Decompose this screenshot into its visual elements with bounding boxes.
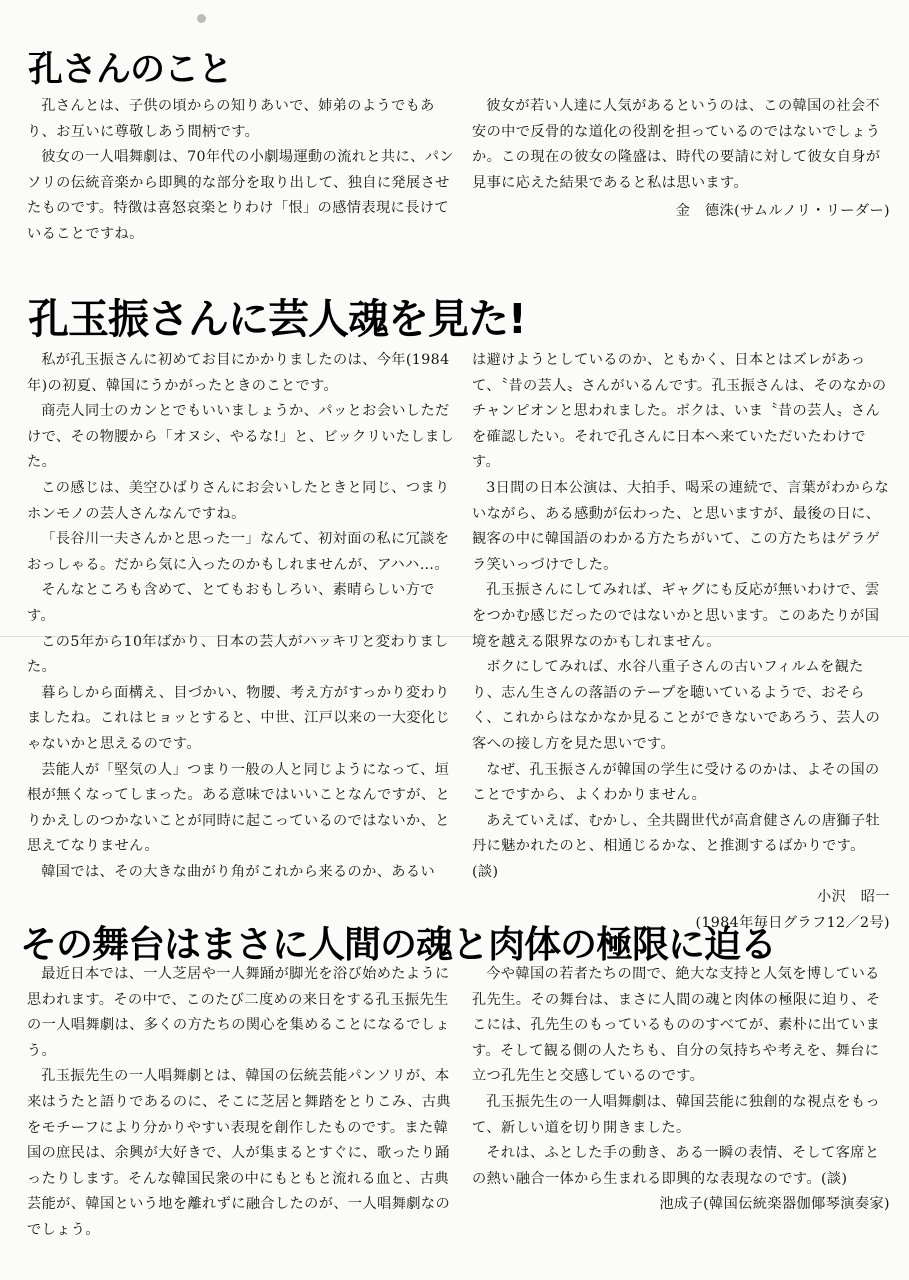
paragraph: 韓国では、その大きな曲がり角がこれから来るのか、あるい — [41, 863, 436, 880]
paragraph: 3日間の日本公演は、大拍手、喝采の連続で、言葉がわからないながら、ある感動が伝わった、と思いますが、最後の日に、観客の中に韓国語のわかる方たちがいて、この方たちはゲラゲラ笑いっづけでした。 — [472, 479, 890, 573]
signature: 小沢 昭一 — [817, 889, 890, 906]
paragraph: 彼女が若い人達に人気があるというのは、この韓国の社会不安の中で反骨的な道化の役割を担っているのではないでしょうか。この現在の彼女の隆盛は、時代の要請に対して彼女自身が見事に応えた結果であると私は思います。 — [472, 98, 881, 191]
paragraph: あえていえば、むかし、全共闘世代が高倉健さんの唐獅子牡丹に魅かれたのと、相通じるかな、と推測するばかりです。(談) — [472, 812, 881, 880]
signature: 金 德洙(サムルノリ・リーダー) — [675, 203, 890, 220]
paragraph: 孔玉振先生の一人唱舞劇は、韓国芸能に独創的な視点をもって、新しい道を切り開きました。 — [472, 1093, 881, 1136]
paragraph: この5年から10年ばかり、日本の芸人がハッキリと変わりました。 — [27, 633, 449, 676]
section2-left-column — [27, 348, 455, 885]
source-citation: (1984年毎日グラフ12／2号) — [695, 915, 890, 932]
paragraph: 最近日本では、一人芝居や一人舞踊が脚光を浴び始めたように思われます。その中で、このたび二度めの来日をする孔玉振先生の一人唱舞劇は、多くの方たちの関心を集めることになるでしょう。 — [27, 966, 450, 1059]
paragraph: 今や韓国の若者たちの間で、絶大な支持と人気を博している孔先生。その舞台は、まさに人間の魂と肉体の極限に迫り、そこには、孔先生のもっているもののすべてが、素朴に出ています。そして観る側の人たちも、自分の気持ちや考えを、舞台に立つ孔先生と交感しているのです。 — [472, 966, 881, 1085]
paragraph: ボクにしてみれば、水谷八重子さんの古いフィルムを観たり、志ん生さんの落語のテープを聴いているようで、おそらく、これからはなかなか見ることができないであろう、芸人の客への接し方を見た思いです。 — [472, 659, 881, 752]
paragraph: それは、ふとした手の動き、ある一瞬の表情、そして客席との熱い融合一体から生まれる即興的な表現なのです。(談) — [472, 1145, 880, 1187]
paragraph: 孔玉振先生の一人唱舞劇とは、韓国の伝統芸能パンソリが、本来はうたと語りであるのに、そこに芝居と舞踏をとりこみ、古典をモチーフにより分かりやすい表現を創作したものです。また韓国の庶民は、余興が大好きで、人が集まるとすぐに、歌ったり踊ったりします。そんな韓国民衆の中にもともと流れる血と、古典芸能が、韓国という地を離れずに融合したのが、一人唱舞劇なのでしょう。 — [27, 1068, 451, 1238]
section1-left-column — [27, 94, 455, 248]
section1-right-column — [472, 94, 890, 225]
paragraph: 「長谷川一夫さんかと思った一」なんて、初対面の私に冗談をおっしゃる。だから気に入ったのかもしれませんが、アハハ…。 — [27, 531, 450, 573]
punch-hole-mark — [197, 14, 206, 23]
paragraph: 孔玉振さんにしてみれば、ギャグにも反応が無いわけで、雲をつかむ感じだったのではないかと思います。このあたりが国境を越える限界なのかもしれません。 — [472, 582, 880, 650]
section2-right-column — [472, 348, 890, 937]
paragraph: 私が孔玉振さんに初めてお目にかかりましたのは、今年(1984年)の初夏、韓国にうかがったときのことです。 — [27, 352, 450, 394]
section2-title: 孔玉振さんに芸人魂を見た! — [28, 295, 526, 343]
section3-right-column — [472, 962, 890, 1218]
paragraph: 暮らしから面構え、目づかい、物腰、考え方がすっかり変わりましたね。これはヒョッとすると、中世、江戸以来の一大変化じゃないかと思えるのです。 — [27, 684, 451, 752]
signature: 池成子(韓国伝統楽器伽倻琴演奏家) — [659, 1196, 890, 1213]
paragraph: そんなところも含めて、とてもおもしろい、素晴らしい方です。 — [27, 582, 435, 624]
paragraph: 芸能人が「堅気の人」つまり一般の人と同じようになって、垣根が無くなってしまった。ある意味ではいいことなんですが、とりかえしのつかないことが同時に起こっているのではないか、と思えてなりません。 — [27, 761, 451, 855]
paragraph: 孔さんとは、子供の頃からの知りあいで、姉弟のようでもあり、お互いに尊敬しあう間柄です。 — [27, 98, 435, 140]
paragraph: 商売人同士のカンとでもいいましょうか、パッとお会いしただけで、その物腰から「オヌシ、やるな!」と、ビックリいたしました。 — [27, 403, 455, 471]
paragraph: 彼女の一人唱舞劇は、70年代の小劇場運動の流れと共に、パンソリの伝統音楽から即興的な部分を取り出して、独自に発展させたものです。特徴は喜怒哀楽とりわけ「恨」の感情表現に長けていることですね。 — [27, 149, 454, 242]
section3-title: その舞台はまさに人間の魂と肉体の極限に迫る — [20, 923, 776, 966]
section3-left-column — [27, 962, 455, 1244]
paragraph: なぜ、孔玉振さんが韓国の学生に受けるのかは、よその国のことですから、よくわかりません。 — [472, 761, 880, 804]
paragraph: この感じは、美空ひばりさんにお会いしたときと同じ、つまりホンモノの芸人さんなんですね。 — [27, 479, 450, 522]
paragraph: は避けようとしているのか、ともかく、日本とはズレがあって、〝昔の芸人〟さんがいるんです。孔玉振さんは、そのなかのチャンピオンと思われました。ボクは、いま〝昔の芸人〟さんを確認したい。それで孔さんに日本へ来ていただいたわけです。 — [472, 352, 887, 471]
section1-title: 孔さんのこと — [28, 50, 233, 90]
